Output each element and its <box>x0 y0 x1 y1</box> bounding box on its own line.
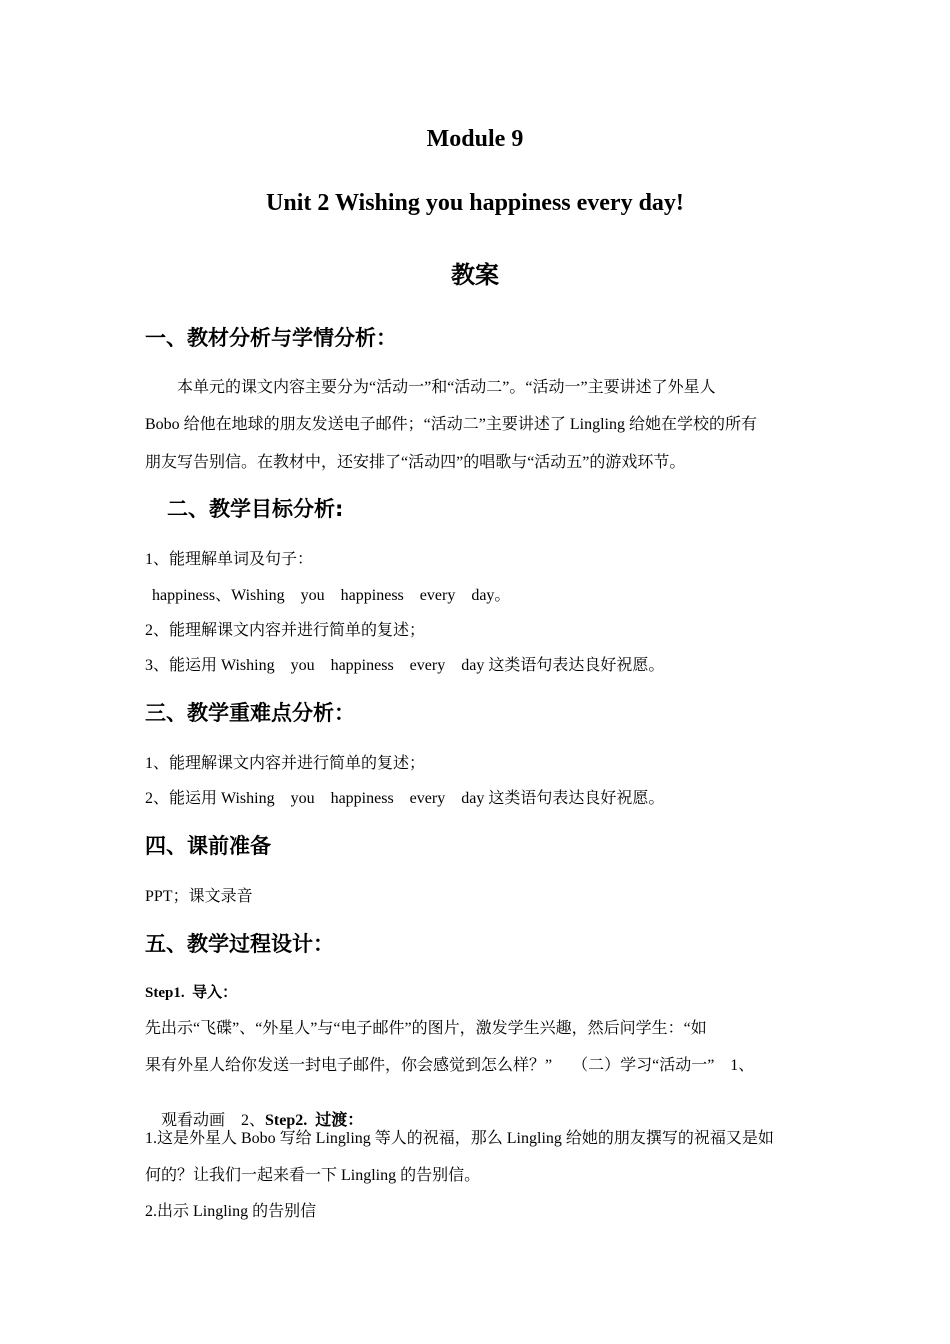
paragraph-line: 1.这是外星人 Bobo 写给 Lingling 等人的祝福，那么 Lingling 给她的朋友撰写的祝福又是如 <box>145 1130 774 1147</box>
list-item: 2、能运用 Wishing you happiness every day 这类语句表达良好祝愿。 <box>145 790 665 807</box>
paragraph-line: 何的？让我们一起来看一下 Lingling 的告别信。 <box>145 1167 481 1184</box>
list-item: 3、能运用 Wishing you happiness every day 这类语句表达良好祝愿。 <box>145 657 665 674</box>
step1-label: Step1. 导入： <box>145 985 238 1001</box>
section-heading-1: 一、教材分析与学情分析： <box>145 326 397 350</box>
unit-title: Unit 2 Wishing you happiness every day! <box>266 190 684 216</box>
list-item: 1、能理解课文内容并进行简单的复述； <box>145 755 426 772</box>
paragraph-line: 果有外星人给你发送一封电子邮件，你会感觉到怎么样？” （二）学习“活动一” 1、 <box>145 1057 755 1074</box>
list-item: happiness、Wishing you happiness every day。 <box>152 587 511 604</box>
paragraph-line: 本单元的课文内容主要分为“活动一”和“活动二”。“活动一”主要讲述了外星人 <box>177 379 716 396</box>
list-item: 1、能理解单词及句子： <box>145 551 314 568</box>
section-heading-5: 五、教学过程设计： <box>145 932 334 956</box>
step2-label: Step2. 过渡： <box>265 1112 364 1129</box>
section-heading-2: 二、教学目标分析: <box>167 497 344 521</box>
list-item: 2、能理解课文内容并进行简单的复述； <box>145 622 426 639</box>
paragraph-line: PPT；课文录音 <box>145 888 253 905</box>
module-title: Module 9 <box>426 126 524 152</box>
section-heading-4: 四、课前准备 <box>145 834 271 858</box>
paragraph-line: Bobo 给他在地球的朋友发送电子邮件；“活动二”主要讲述了 Lingling 给她在学校的所有 <box>145 416 757 433</box>
paragraph-line: 朋友写告别信。在教材中，还安排了“活动四”的唱歌与“活动五”的游戏环节。 <box>145 454 686 471</box>
step1-last-text: 观看动画 2、 <box>161 1112 266 1129</box>
section-heading-3: 三、教学重难点分析： <box>145 701 355 725</box>
doc-type-title: 教案 <box>451 261 499 289</box>
paragraph-line: 先出示“飞碟”、“外星人”与“电子邮件”的图片，激发学生兴趣，然后问学生：“如 <box>145 1020 707 1037</box>
paragraph-line: 2.出示 Lingling 的告别信 <box>145 1203 317 1220</box>
